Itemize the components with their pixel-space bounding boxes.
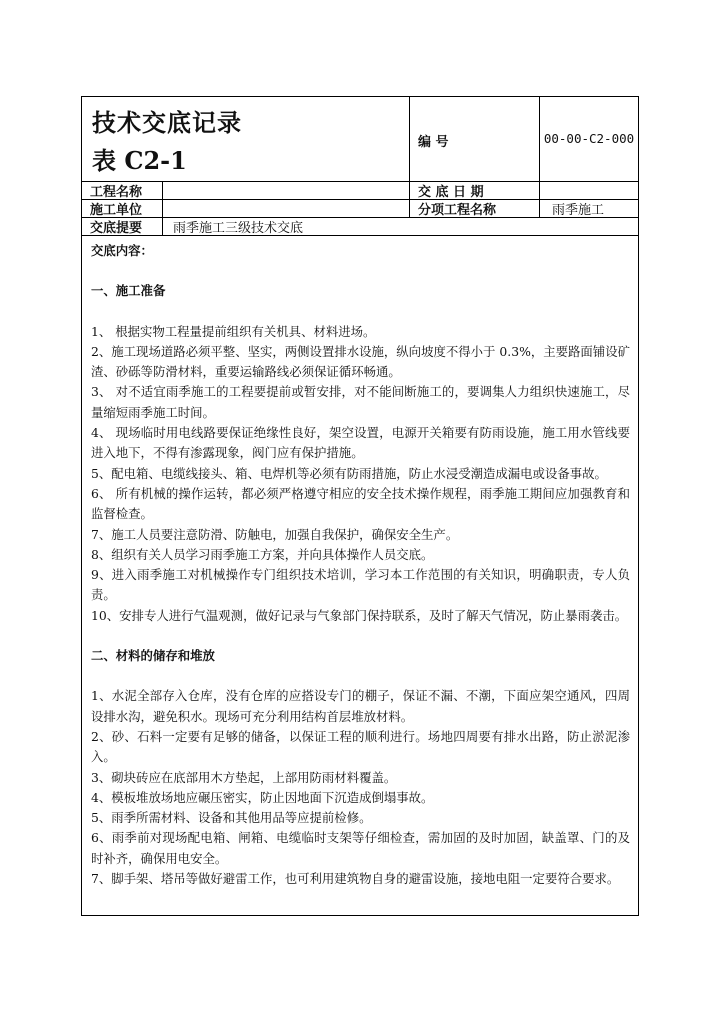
unit-label-cell [82,199,162,217]
sub-project-label-cell [409,199,539,217]
form-title: 技术交底记录 [92,108,242,137]
section-2-item: 7、脚手架、塔吊等做好避雷工作，也可利用建筑物自身的避雷设施，接地电阻一定要符合要求。 [91,871,620,887]
sub-project-label: 分项工程名称 [418,203,497,218]
section-1-item: 7、施工人员要注意防滑、防触电，加强自我保护，确保安全生产。 [91,526,459,542]
section-1-item: 1、 根据实物工程量提前组织有关机具、材料进场。 [91,323,376,339]
unit-value [162,199,409,217]
content-heading: 交底内容： [91,243,153,258]
project-name-value [162,181,409,199]
form-code: 表 C2-1 [92,146,187,175]
section-2-title: 二、材料的储存和堆放 [91,648,215,664]
section-1-item: 10、安排专人进行气温观测，做好记录与气象部门保持联系，及时了解天气情况，防止暴雨袭击。 [91,607,628,623]
section-1-item: 9、进入雨季施工对机械操作专门组织技术培训，学习本工作范围的有关知识，明确职责，专人负责。 [91,567,630,603]
project-name-row [82,181,638,200]
section-1-item: 2、施工现场道路必须平整、坚实，两侧设置排水设施，纵向坡度不得小于 0.3%，主要路面铺设矿渣、砂砾等防滑材料，重要运输路线必须保证循环畅通。 [91,343,630,380]
section-1-item: 8、组织有关人员学习雨季施工方案，并向具体操作人员交底。 [91,546,434,562]
number-label-cell [409,97,539,181]
section-1-item: 5、配电箱、电缆线接头、箱、电焊机等必须有防雨措施，防止水浸受潮造成漏电或设备事故。 [91,465,607,481]
date-label-cell [409,181,539,199]
sub-project-value-cell [539,199,638,217]
section-1-item: 3、 对不适宜雨季施工的工程要提前或暂安排，对不能间断施工的，要调集人力组织快速施工，尽量缩短雨季施工时间。 [91,384,630,420]
project-name-label: 工程名称 [90,185,143,200]
summary-label-cell [82,217,162,235]
summary-value: 雨季施工三级技术交底 [173,221,304,236]
section-1-title: 一、施工准备 [91,283,166,299]
section-2-item: 3、砌块砖应在底部用木方垫起，上部用防雨材料覆盖。 [91,769,397,785]
summary-value-cell [162,217,638,235]
disclosure-content [82,235,638,915]
section-2-item: 1、水泥全部存入仓库，没有仓库的应搭设专门的棚子，保证不漏、不潮，下面应架空通风，四周设排水沟，避免积水。现场可充分利用结构首层堆放材料。 [91,688,630,724]
summary-row [82,217,638,236]
form-title-cell [82,97,409,181]
section-2-item: 5、雨季所需材料、设备和其他用品等应提前检修。 [91,810,372,826]
number-label: 编 号 [418,135,449,150]
summary-label: 交底提要 [90,221,143,236]
project-name-label-cell [82,181,162,199]
disclosure-form [81,96,639,916]
unit-label: 施工单位 [90,203,143,218]
section-2-item: 6、雨季前对现场配电箱、闸箱、电缆临时支架等仔细检查，需加固的及时加固，缺盖罩、门的及时补齐，确保用电安全。 [91,830,630,866]
section-2-item: 2、砂、石料一定要有足够的储备，以保证工程的顺利进行。场地四周要有排水出路，防止淤泥渗入。 [91,728,630,765]
date-value [539,181,638,199]
unit-row [82,199,638,218]
section-1-item: 4、 现场临时用电线路要保证绝缘性良好，架空设置，电源开关箱要有防雨设施，施工用水管线要进入地下，不得有渗露现象，阀门应有保护措施。 [91,425,630,461]
form-header-row [82,97,638,182]
section-2-item: 4、模板堆放场地应碾压密实，防止因地面下沉造成倒塌事故。 [91,789,434,805]
sub-project-value: 雨季施工 [552,203,605,218]
number-value-cell [539,97,638,181]
section-1-item: 6、 所有机械的操作运转，都必须严格遵守相应的安全技术操作规程，雨季施工期间应加强教育和监督检查。 [91,485,630,522]
number-value: 00-00-C2-000 [543,131,635,146]
date-label: 交 底 日 期 [418,185,484,200]
